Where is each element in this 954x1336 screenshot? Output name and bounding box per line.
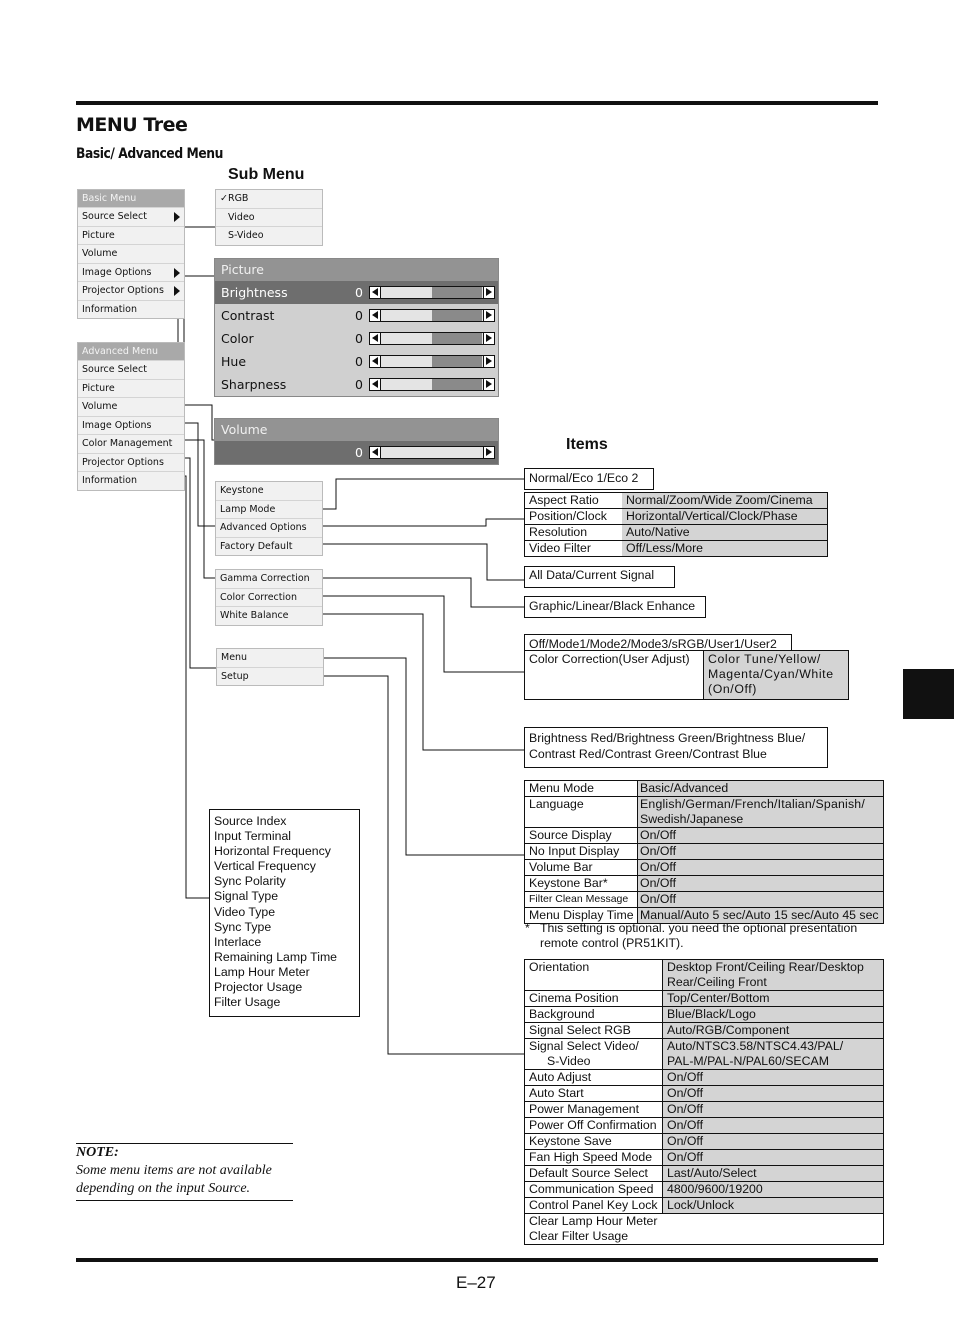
advanced-menu-header: Advanced Menu xyxy=(78,343,184,360)
factory-default-items xyxy=(524,566,675,588)
gamma-values: Graphic/Linear/Black Enhance xyxy=(529,599,696,613)
note-heading: NOTE: xyxy=(76,1145,119,1160)
image-options-item-factory-default[interactable]: Factory Default xyxy=(216,537,322,556)
volume-panel xyxy=(214,418,499,465)
picture-row-label: Sharpness xyxy=(221,377,287,392)
picture-row-label: Contrast xyxy=(221,308,275,323)
volume-row[interactable] xyxy=(215,441,498,464)
information-item: Projector Usage xyxy=(214,980,303,995)
picture-row-label: Color xyxy=(221,331,254,346)
lamp-mode-items xyxy=(524,468,654,490)
picture-row-value: 0 xyxy=(355,331,363,346)
information-item: Interlace xyxy=(214,934,262,949)
table-row: Color Correction(User Adjust) Color Tune/Yellow/ Magenta/Cyan/White (On/Off) xyxy=(525,651,848,699)
picture-row-slider[interactable] xyxy=(369,355,495,368)
slider-fill xyxy=(432,287,482,298)
table-row: Video Filter Off/Less/More xyxy=(525,540,827,556)
table-row: Signal Select Video/ S-Video Auto/NTSC3.58/NTSC4.43/PAL/ PAL-M/PAL-N/PAL60/SECAM xyxy=(525,1038,883,1069)
basic-menu-header: Basic Menu xyxy=(78,190,184,207)
picture-row-sharpness[interactable] xyxy=(215,373,498,396)
image-options-submenu xyxy=(215,481,323,556)
footnote: * This setting is optional. you need the optional presentation remote control (PR51KIT). xyxy=(525,921,858,950)
checkmark-icon: ✓ xyxy=(220,193,228,204)
information-item: Source Index xyxy=(214,814,287,828)
picture-row-slider[interactable] xyxy=(369,309,495,322)
advanced-options-table xyxy=(524,492,828,557)
slider-fill xyxy=(432,379,482,390)
color-correction-user-adjust xyxy=(524,650,849,700)
picture-row-contrast[interactable] xyxy=(215,304,498,327)
advanced-menu-item-color-management[interactable]: Color Management xyxy=(78,434,184,453)
table-row: Auto Start On/Off xyxy=(525,1085,883,1101)
table-row: Position/Clock Horizontal/Vertical/Clock/Phase xyxy=(525,508,827,524)
color-item-gamma-correction[interactable]: Gamma Correction xyxy=(220,573,310,584)
basic-menu-item-image-options[interactable]: Image Options xyxy=(78,263,184,282)
slider-left-icon[interactable] xyxy=(370,356,381,367)
table-row: Fan High Speed Mode On/Off xyxy=(525,1149,883,1165)
slider-left-icon[interactable] xyxy=(370,333,381,344)
projector-item-setup[interactable]: Setup xyxy=(217,667,323,686)
table-row: Menu Mode Basic/Advanced xyxy=(525,781,883,796)
table-row: Orientation Desktop Front/Ceiling Rear/Desktop Rear/Ceiling Front xyxy=(525,960,883,990)
table-row: Source Display On/Off xyxy=(525,827,883,843)
advanced-menu xyxy=(77,342,185,491)
table-row: Power Off Confirmation On/Off xyxy=(525,1117,883,1133)
gamma-correction-items xyxy=(524,596,706,618)
slider-fill xyxy=(432,310,482,321)
table-row: Filter Clean Message On/Off xyxy=(525,891,883,907)
slider-right-icon[interactable] xyxy=(483,333,494,344)
picture-row-color[interactable] xyxy=(215,327,498,350)
basic-menu-item-projector-options[interactable]: Projector Options xyxy=(78,281,184,300)
slider-fill xyxy=(432,333,482,344)
table-row: Resolution Auto/Native xyxy=(525,524,827,540)
table-row: Menu Display Time Manual/Auto 5 sec/Auto 15 sec/Auto 45 sec xyxy=(525,907,883,923)
picture-row-label: Brightness xyxy=(221,285,288,300)
picture-row-label: Hue xyxy=(221,354,247,369)
source-select-submenu xyxy=(215,189,323,246)
picture-row-value: 0 xyxy=(355,308,363,323)
volume-slider-fill xyxy=(382,447,482,458)
table-row: Keystone Bar* On/Off xyxy=(525,875,883,891)
picture-row-hue[interactable] xyxy=(215,350,498,373)
volume-value: 0 xyxy=(355,445,363,460)
table-row: Signal Select RGB Auto/RGB/Component xyxy=(525,1022,883,1038)
table-row: Clear Lamp Hour Meter Clear Filter Usage xyxy=(525,1213,883,1244)
information-item: Filter Usage xyxy=(214,995,281,1010)
table-row: Communication Speed 4800/9600/19200 xyxy=(525,1181,883,1197)
information-item: Sync Type xyxy=(214,919,272,934)
table-row: No Input Display On/Off xyxy=(525,843,883,859)
information-item: Lamp Hour Meter xyxy=(214,964,310,979)
picture-row-brightness[interactable] xyxy=(215,281,498,304)
picture-row-slider[interactable] xyxy=(369,332,495,345)
advanced-menu-item-source-select[interactable]: Source Select xyxy=(78,360,184,379)
color-correction-mode-values: Off/Mode1/Mode2/Mode3/sRGB/User1/User2 xyxy=(529,637,777,651)
table-row: Aspect Ratio Normal/Zoom/Wide Zoom/Cinema xyxy=(525,493,827,508)
color-item-white-balance[interactable]: White Balance xyxy=(216,606,322,625)
information-item: Horizontal Frequency xyxy=(214,844,331,859)
menu-settings-table xyxy=(524,780,884,924)
source-item-s-video[interactable]: S-Video xyxy=(216,226,322,245)
bottom-rule xyxy=(76,1258,878,1262)
volume-slider[interactable] xyxy=(369,446,495,459)
table-row: Auto Adjust On/Off xyxy=(525,1069,883,1085)
picture-row-slider[interactable] xyxy=(369,286,495,299)
basic-menu-item-picture[interactable]: Picture xyxy=(78,226,184,245)
projector-options-submenu xyxy=(216,648,324,686)
table-row: Power Management On/Off xyxy=(525,1101,883,1117)
page-title: MENU Tree xyxy=(76,114,188,136)
information-item: Input Terminal xyxy=(214,829,292,844)
advanced-menu-item-picture[interactable]: Picture xyxy=(78,379,184,398)
slider-right-icon[interactable] xyxy=(483,287,494,298)
picture-panel xyxy=(214,258,499,397)
basic-menu-item-source-select[interactable]: Source Select xyxy=(78,207,184,226)
basic-menu-item-volume[interactable]: Volume xyxy=(78,244,184,263)
color-correction-modes xyxy=(524,634,792,651)
advanced-menu-item-volume[interactable]: Volume xyxy=(78,397,184,416)
slider-right-icon[interactable] xyxy=(483,447,494,458)
setup-settings-table xyxy=(524,959,884,1245)
lamp-mode-values: Normal/Eco 1/Eco 2 xyxy=(529,471,639,485)
information-list xyxy=(209,809,360,1017)
color-management-submenu xyxy=(215,569,323,626)
source-item-video[interactable]: Video xyxy=(216,208,322,227)
volume-panel-header: Volume xyxy=(215,419,498,441)
note-line: Some menu items are not available xyxy=(76,1163,272,1178)
table-row: Control Panel Key Lock Lock/Unlock xyxy=(525,1197,883,1213)
table-row: Language English/German/French/Italian/Spanish/ Swedish/Japanese xyxy=(525,796,883,827)
slider-left-icon[interactable] xyxy=(370,287,381,298)
slider-right-icon[interactable] xyxy=(483,356,494,367)
image-options-item-keystone[interactable]: Keystone xyxy=(220,485,264,496)
slider-fill xyxy=(432,356,482,367)
image-options-item-advanced-options[interactable]: Advanced Options xyxy=(216,518,322,537)
slider-right-icon[interactable] xyxy=(483,379,494,390)
information-item: Video Type xyxy=(214,904,276,919)
information-item: Vertical Frequency xyxy=(214,859,316,874)
section-subtitle: Basic/ Advanced Menu xyxy=(76,146,223,162)
table-row: Keystone Save On/Off xyxy=(525,1133,883,1149)
advanced-menu-item-image-options[interactable]: Image Options xyxy=(78,416,184,435)
note-box xyxy=(76,1143,293,1201)
picture-panel-header: Picture xyxy=(215,259,498,281)
table-row: Cinema Position Top/Center/Bottom xyxy=(525,990,883,1006)
slider-right-icon[interactable] xyxy=(483,310,494,321)
table-row: Volume Bar On/Off xyxy=(525,859,883,875)
items-heading: Items xyxy=(566,436,608,453)
basic-menu-item-information[interactable]: Information xyxy=(78,300,184,319)
information-item: Remaining Lamp Time xyxy=(214,949,338,964)
color-item-color-correction[interactable]: Color Correction xyxy=(216,588,322,607)
slider-left-icon[interactable] xyxy=(370,310,381,321)
note-line: depending on the input Source. xyxy=(76,1181,251,1196)
factory-default-values: All Data/Current Signal xyxy=(529,568,655,582)
source-item-rgb[interactable]: ✓RGB xyxy=(220,193,249,204)
image-options-item-lamp-mode[interactable]: Lamp Mode xyxy=(216,500,322,519)
page-number: E–27 xyxy=(456,1273,496,1292)
advanced-menu-item-projector-options[interactable]: Projector Options xyxy=(78,453,184,472)
table-row: Background Blue/Black/Logo xyxy=(525,1006,883,1022)
sub-menu-heading: Sub Menu xyxy=(228,166,305,183)
information-item: Sync Polarity xyxy=(214,874,286,889)
picture-row-slider[interactable] xyxy=(369,378,495,391)
white-balance-items: Brightness Red/Brightness Green/Brightness Blue/ Contrast Red/Contrast Green/Contrast Blue xyxy=(524,727,828,768)
basic-menu xyxy=(77,189,185,319)
slider-left-icon[interactable] xyxy=(370,379,381,390)
projector-item-menu[interactable]: Menu xyxy=(221,652,248,663)
table-row: Default Source Select Last/Auto/Select xyxy=(525,1165,883,1181)
picture-row-value: 0 xyxy=(355,377,363,392)
information-item: Signal Type xyxy=(214,889,279,904)
picture-row-value: 0 xyxy=(355,285,363,300)
picture-row-value: 0 xyxy=(355,354,363,369)
advanced-menu-item-information[interactable]: Information xyxy=(78,471,184,490)
slider-left-icon[interactable] xyxy=(370,447,381,458)
